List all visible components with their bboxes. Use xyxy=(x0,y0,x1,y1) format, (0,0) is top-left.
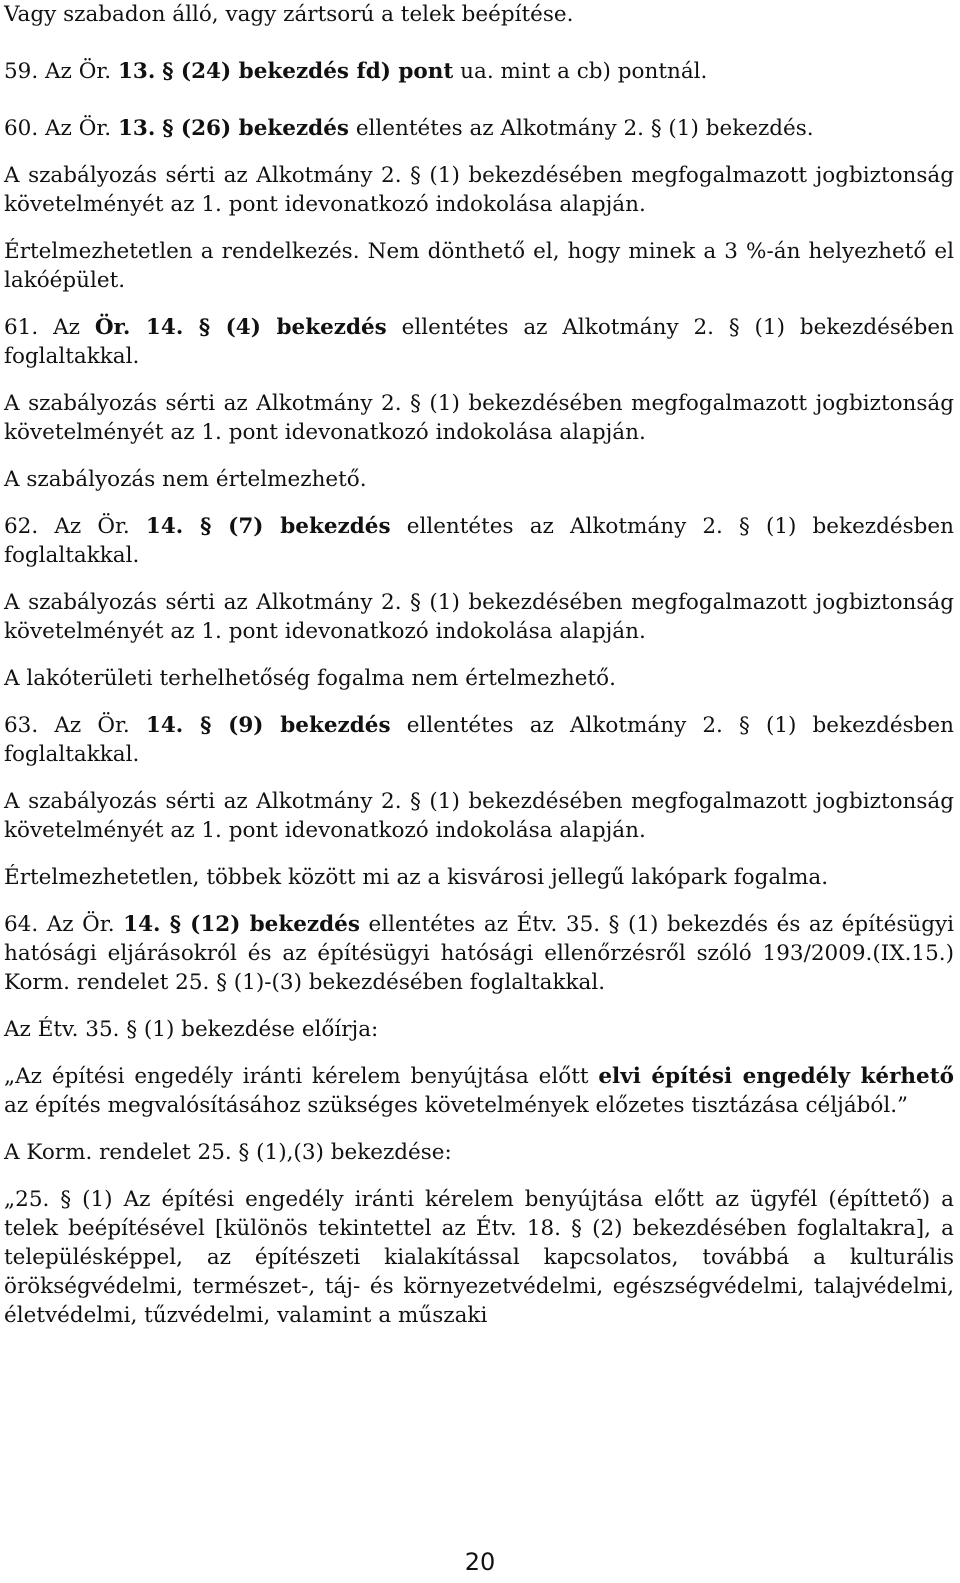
text: az építés megvalósításához szükséges követelmények előzetes tisztázása céljából.” xyxy=(4,1093,909,1118)
bold-text: § (26) bekezdés xyxy=(162,116,349,141)
paragraph: Értelmezhetetlen, többek között mi az a kisvárosi jellegű lakópark fogalma. xyxy=(4,865,829,890)
text: ellentétes az Alkotmány 2. § (1) bekezdésében foglaltakkal. xyxy=(4,315,954,369)
paragraph: A szabályozás sérti az Alkotmány 2. § (1) bekezdésében megfogalmazott jogbiztonság követelményét az 1. pont idevonatkozó indokolása alapján. xyxy=(4,590,954,644)
document-page xyxy=(4,0,954,1330)
text: „Az építési engedély iránti kérelem benyújtása előtt xyxy=(4,1064,589,1089)
bold-text: 14. § (7) bekezdés xyxy=(145,514,391,539)
paragraph: A Korm. rendelet 25. § (1),(3) bekezdése: xyxy=(4,1140,452,1165)
paragraph: A szabályozás nem értelmezhető. xyxy=(4,467,367,492)
bold-text: 13. xyxy=(117,116,156,141)
paragraph: A szabályozás sérti az Alkotmány 2. § (1) bekezdésében megfogalmazott jogbiztonság követelményét az 1. pont idevonatkozó indokolása alapján. xyxy=(4,163,954,217)
paragraph: Értelmezhetetlen a rendelkezés. Nem dönthető el, hogy minek a 3 %-án helyezhető el lakóépület. xyxy=(4,239,954,293)
text: 61. Az xyxy=(4,315,80,340)
paragraph: Vagy szabadon álló, vagy zártsorú a telek beépítése. xyxy=(4,2,574,27)
bold-text: 13. xyxy=(117,59,156,84)
text: 62. Az Ör. xyxy=(4,514,130,539)
paragraph-64 xyxy=(4,910,954,997)
bold-text: 14. § (9) bekezdés xyxy=(145,713,391,738)
page-number: 20 xyxy=(464,1548,496,1576)
paragraph: A szabályozás sérti az Alkotmány 2. § (1) bekezdésében megfogalmazott jogbiztonság követelményét az 1. pont idevonatkozó indokolása alapján. xyxy=(4,789,954,843)
paragraph-61 xyxy=(4,313,954,371)
bold-text: § (24) bekezdés fd) pont xyxy=(162,59,454,84)
bold-text: elvi építési engedély kérhető xyxy=(598,1064,955,1089)
text: 64. Az Ör. xyxy=(4,912,115,937)
paragraph: A lakóterületi terhelhetőség fogalma nem értelmezhető. xyxy=(4,666,616,691)
paragraph-60 xyxy=(4,114,954,143)
text: ellentétes az Alkotmány 2. § (1) bekezdésben foglaltakkal. xyxy=(4,713,954,767)
text: ellentétes az Alkotmány 2. § (1) bekezdés. xyxy=(348,116,814,141)
text: 63. Az Ör. xyxy=(4,713,130,738)
paragraph: A szabályozás sérti az Alkotmány 2. § (1) bekezdésében megfogalmazott jogbiztonság követelményét az 1. pont idevonatkozó indokolása alapján. xyxy=(4,391,954,445)
quote-etv xyxy=(4,1062,954,1120)
text: 60. Az Ör. xyxy=(4,116,112,141)
text: ellentétes az Étv. 35. § (1) bekezdés és az építésügyi hatósági eljárásokról és az építésügyi hatósági ellenőrzésről szóló 193/2009.(IX.15.) Korm. rendelet 25. § (1)-(3) bekezdésében foglaltakkal. xyxy=(4,912,954,995)
bold-text: Ör. 14. § (4) bekezdés xyxy=(94,315,387,340)
text: 59. Az Ör. xyxy=(4,59,112,84)
paragraph-62 xyxy=(4,512,954,570)
text: ellentétes az Alkotmány 2. § (1) bekezdésben foglaltakkal. xyxy=(4,514,954,568)
quote-korm: „25. § (1) Az építési engedély iránti kérelem benyújtása előtt az ügyfél (építtető) a telek beépítésével [különös tekintettel az Étv. 18. § (2) bekezdésében foglaltakra], a településképpel, az építészeti kialakítással kapcsolatos, továbbá a kulturális örökségvédelmi, természet-, táj- és környezetvédelmi, egészségvédelmi, talajvédelmi, életvédelmi, tűzvédelmi, valamint a műszaki xyxy=(4,1187,954,1328)
text: ua. mint a cb) pontnál. xyxy=(453,59,708,84)
paragraph-63 xyxy=(4,711,954,769)
paragraph-59 xyxy=(4,57,954,86)
bold-text: 14. § (12) bekezdés xyxy=(123,912,360,937)
paragraph: Az Étv. 35. § (1) bekezdése előírja: xyxy=(4,1017,379,1042)
